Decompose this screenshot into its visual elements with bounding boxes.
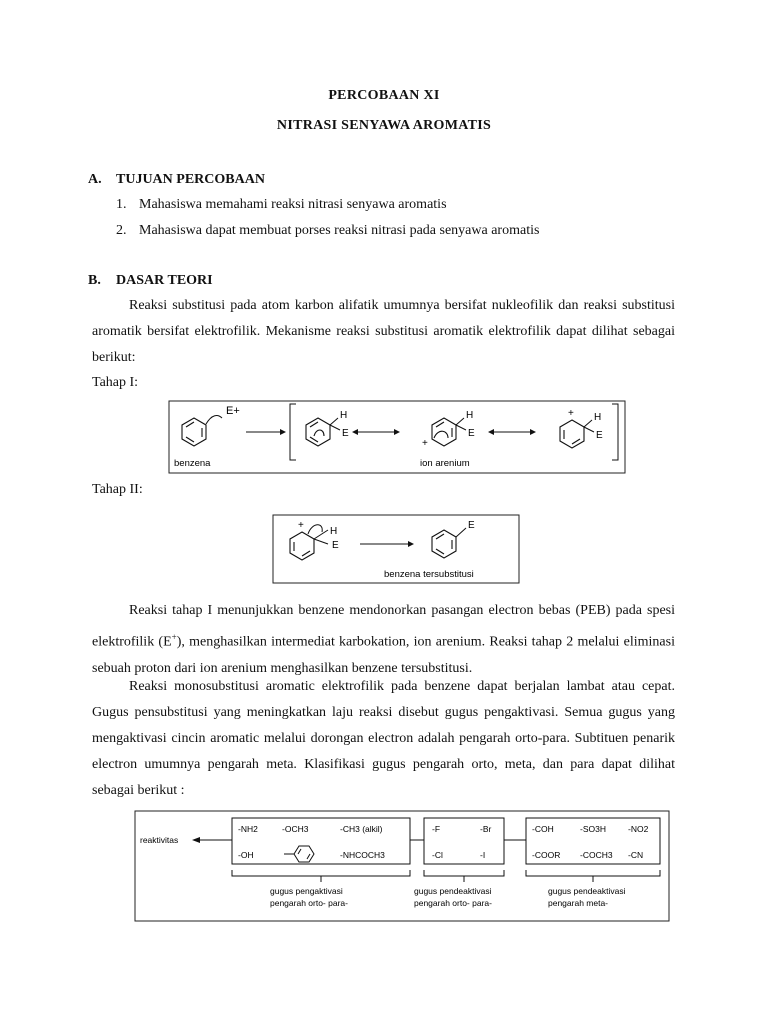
hydrogen-label: H [330, 526, 338, 537]
caption-halogen-1: gugus pendeaktivasi [414, 886, 492, 896]
bracket-activating [232, 870, 410, 882]
hydrogen-label: H [340, 410, 348, 421]
bracket-left [290, 404, 296, 460]
group-item: -SO3H [580, 824, 606, 834]
arenium-structure-1 [306, 418, 330, 446]
caption-meta-2: pengarah meta- [548, 898, 609, 908]
electron-arrow [206, 416, 222, 424]
directing-groups-figure [134, 810, 670, 922]
bond-e [584, 427, 594, 432]
plus-superscript: + [171, 632, 177, 642]
arenium-structure-2 [432, 418, 456, 446]
benzena-tersubstitusi-label: benzena tersubstitusi [384, 569, 474, 580]
group-item: -COH [532, 824, 554, 834]
bond-e [456, 528, 466, 537]
reaction-figure-step-1 [168, 400, 626, 474]
bond-h [314, 530, 328, 539]
bracket-meta [526, 870, 660, 882]
arrow-head [352, 429, 358, 435]
group-item: -COCH3 [580, 850, 613, 860]
caption-activating-1: gugus pengaktivasi [270, 886, 343, 896]
group-item: -Cl [432, 850, 443, 860]
electrophile-substituent-label: E [596, 430, 603, 441]
caption-halogen-2: pengarah orto- para- [414, 898, 492, 908]
bracket-halogen [424, 870, 504, 882]
electrophile-substituent-label: E [468, 520, 475, 531]
reaction-figure-step-2 [272, 514, 520, 584]
bond-e [456, 425, 466, 430]
list-item: Mahasiswa dapat membuat porses reaksi nitrasi pada senyawa aromatis [139, 223, 540, 238]
bond-e [314, 539, 328, 544]
list-item: Mahasiswa memahami reaksi nitrasi senyawa aromatis [139, 197, 447, 212]
hydrogen-label: H [466, 410, 474, 421]
arrow-head [408, 541, 414, 547]
electrophile-substituent-label: E [468, 428, 475, 439]
paragraph-monosubstitution: Reaksi monosubstitusi aromatic elektrofilik pada benzene dapat berjalan lambat atau cepat. Gugus pensubstitusi yang meningkatkan laju reaksi disebut gugus pengaktivasi. Semua gugus yang mengaktivasi cincin aromatic melalui dorongan electron adalah pengarah orto-para. Subtituen penarik electron umumnya pengarah meta. Klasifikasi gugus pengarah orto, meta, dan para dapat dilihat sebagai berikut : [92, 679, 675, 798]
arrow-head [280, 429, 286, 435]
tahap-2-label: Tahap II: [92, 482, 143, 497]
section-b-heading: DASAR TEORI [116, 273, 213, 288]
group-item: -CN [628, 850, 644, 860]
group-item: -NH2 [238, 824, 258, 834]
substituted-benzene [432, 530, 456, 558]
page-subtitle: NITRASI SENYAWA AROMATIS [276, 118, 492, 133]
arrow-head [488, 429, 494, 435]
group-item: -OH [238, 850, 254, 860]
paragraph-text: Reaksi tahap I menunjukkan benzene mendonorkan pasangan electron bebas (PEB) pada spesi elektrofilik (E [92, 603, 675, 650]
electrophile-label: E+ [226, 405, 240, 417]
section-a-heading: TUJUAN PERCOBAAN [116, 172, 265, 187]
electrophile-substituent-label: E [342, 428, 349, 439]
group-item: -I [480, 850, 486, 860]
plus-charge: + [568, 408, 574, 419]
arrow-head [394, 429, 400, 435]
page-title: PERCOBAAN XI [328, 88, 440, 103]
reaktivitas-label: reaktivitas [140, 835, 179, 845]
section-b-letter: B. [88, 273, 101, 288]
bracket-right [612, 404, 618, 460]
group-item: -OCH3 [282, 824, 309, 834]
group-item: -CH3 (alkil) [340, 824, 383, 834]
electrophile-substituent-label: E [332, 540, 339, 551]
ion-arenium-label: ion arenium [420, 458, 470, 469]
bond-h [456, 418, 464, 425]
group-item: -F [432, 824, 441, 834]
section-a-letter: A. [88, 172, 102, 187]
group-item: -NO2 [628, 824, 649, 834]
bond-h [584, 420, 592, 427]
group-item: -NHCOCH3 [340, 850, 385, 860]
arenium-structure [290, 532, 314, 560]
benzena-label: benzena [174, 458, 211, 469]
bond-h [330, 418, 338, 425]
plus-charge: + [422, 438, 428, 449]
benzene-ring [182, 418, 206, 446]
caption-activating-2: pengarah orto- para- [270, 898, 348, 908]
paragraph-step-explanation [92, 598, 675, 682]
paragraph-text: ), menghasilkan intermediat karbokation, ion arenium. Reaksi tahap 2 melalui eliminasi sebuah proton dari ion arenium menghasilkan benzene tersubstitusi. [92, 634, 675, 676]
tahap-1-label: Tahap I: [92, 375, 139, 390]
plus-charge: + [298, 520, 304, 531]
group-item: -Br [480, 824, 492, 834]
arrow-head [530, 429, 536, 435]
list-item-number: 1. [116, 197, 127, 212]
bond-e [330, 425, 340, 430]
caption-meta-1: gugus pendeaktivasi [548, 886, 626, 896]
arenium-structure-3 [560, 420, 584, 448]
paragraph-intro: Reaksi substitusi pada atom karbon alifatik umumnya bersifat nukleofilik dan reaksi substitusi aromatik bersifat elektrofilik. Mekanisme reaksi substitusi aromatik elektrofilik dapat dilihat sebagai berikut: [92, 298, 675, 365]
list-item-number: 2. [116, 223, 127, 238]
electron-arrow [308, 525, 322, 534]
group-item: -COOR [532, 850, 561, 860]
hydrogen-label: H [594, 412, 602, 423]
arrow-head [192, 837, 200, 843]
